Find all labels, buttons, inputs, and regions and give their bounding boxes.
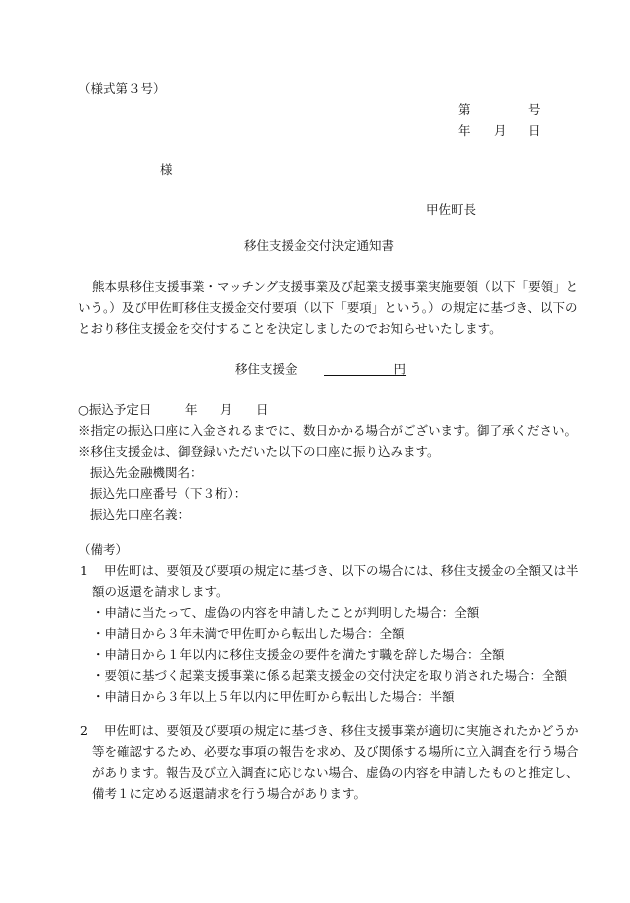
issuer-name: 甲佐町長 [426,202,477,217]
remark-1-bullet: ・申請日から３年以上５年以内に甲佐町から転出した場合：半額 [92,689,455,704]
remark-1-bullet: ・申請日から３年未満で甲佐町から転出した場合：全額 [92,626,405,641]
amount-row [235,363,406,376]
transfer-date-label: ○振込予定日 [78,402,152,417]
bank-name-label: 振込先金融機関名： [90,465,203,480]
document-title: 移住支援金交付決定通知書 [244,238,395,253]
form-number: （様式第３号） [78,81,166,96]
remark-2-line-1: 甲佐町は、要領及び要項の規定に基づき、移住支援事業が適切に実施されたかどうか [104,723,579,738]
amount-unit: 円 [393,361,407,377]
doc-number-prefix: 第 [458,102,471,117]
transfer-date-month: 月 [220,402,233,417]
addressee-suffix: 様 [160,162,173,177]
remark-2-number: 2 [80,723,88,738]
body-line-1: 熊本県移住支援事業・マッチング支援事業及び起業支援事業実施要領（以下「要領」と [92,279,579,294]
remark-1-bullet: ・要領に基づく起業支援事業に係る起業支援金の交付決定を取り消された場合：全額 [92,668,568,683]
remarks-heading: （備考） [78,542,129,557]
remark-1-line-2: 額の返還を請求します。 [92,584,229,599]
remark-2-line-4: 備考１に定める返還請求を行う場合があります。 [92,786,367,801]
date-day: 日 [528,123,541,138]
transfer-note-2: ※移住支援金は、御登録いただいた以下の口座に振り込みます。 [78,444,440,459]
transfer-date-year: 年 [185,402,198,417]
transfer-note-1: ※指定の振込口座に入金されるまでに、数日かかる場合がございます。御了承ください。 [78,423,578,438]
transfer-date-day: 日 [256,402,269,417]
date-year: 年 [458,123,471,138]
remark-1-line-1: 甲佐町は、要領及び要項の規定に基づき、以下の場合には、移住支援金の全額又は半 [104,563,579,578]
remark-2-line-2: 等を確認するため、必要な事項の報告を求め、及び関係する場所に立入調査を行う場合 [92,744,579,759]
remark-1-bullet: ・申請日から１年以内に移住支援金の要件を満たす職を辞した場合：全額 [92,647,505,662]
amount-label: 移住支援金 [235,361,298,377]
body-line-2: いう。）及び甲佐町移住支援金交付要項（以下「要項」という。）の規定に基づき、以下の [78,300,578,315]
doc-number-suffix: 号 [528,102,541,117]
remark-1-bullet: ・申請に当たって、虚偽の内容を申請したことが判明した場合：全額 [92,605,480,620]
amount-blank-line [324,363,394,376]
body-line-3: とおり移住支援金を交付することを決定しましたのでお知らせいたします。 [78,321,502,336]
account-number-label: 振込先口座番号（下３桁）： [90,486,247,501]
date-month: 月 [494,123,507,138]
remark-2-line-3: があります。報告及び立入調査に応じない場合、虚偽の内容を申請したものと推定し、 [92,765,579,780]
remark-1-number: 1 [80,563,88,578]
account-holder-label: 振込先口座名義： [90,507,191,522]
